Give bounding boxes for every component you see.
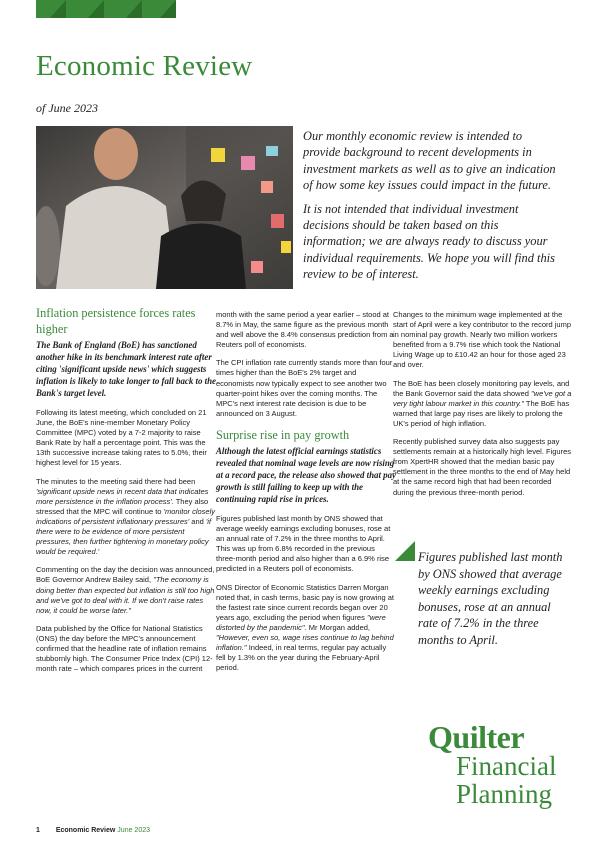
logo-line: Planning [456,779,553,809]
body-paragraph: The CPI inflation rate currently stands more than four times higher than the BoE's 2% target and economists now typically expect to see another two quarter-point hikes over the coming months. The MPC's next interest rate decision is due to be announced on 3 August. [216,358,393,418]
section-heading: Surprise rise in pay growth [216,427,350,442]
body-paragraph: Changes to the minimum wage implemented at the start of April were a key contributor to the record jump in nominal pay growth. Nearly two million workers benefited from a 9.7% rise which took the National Living Wage up to £10.42 an hour for those aged 23 and over. [393,310,571,370]
pull-quote: Figures published last month by ONS showed that average weekly earnings excluding bonuses, rose at an annual rate of 7.2% in the three months to April. [418,550,563,647]
footer [36,827,150,834]
page-number: 1 [36,827,40,834]
section-lead: Although the latest official earnings statistics revealed that nominal wage levels are now rising at a record pace, the release also showed that pay growth is still failing to keep up with the continuing rapid rise in prices. [216,445,396,504]
body-paragraph: Data published by the Office for National Statistics (ONS) the day before the MPC's announcement confirmed that the headline rate of inflation remains stubbornly high. The Consumer Price Index (CPI) 12-month rate – which compares prices in the current [36,623,213,674]
intro-text [303,128,561,290]
footer-label: Economic Review [55,827,116,834]
body-paragraph: Commenting on the day the decision was announced, BoE Governor Andrew Bailey said, "The economy is doing better than expected but inflation is still too high and we've got to deal with it. If we don't raise rates now, it could be worse later." [36,565,215,615]
footer-date: June 2023 [117,827,150,834]
section-lead: The Bank of England (BoE) has sanctioned another hike in its benchmark interest rate after citing 'significant upside news' which suggests inflation is likely to take longer to fall back to the Bank's target level. [36,340,216,398]
quote-marker-icon [395,541,415,561]
body-paragraph: Following its latest meeting, which concluded on 21 June, the BoE's nine-member Monetary Policy Committee (MPC) voted by a 7-2 majority to raise Bank Rate by half a percentage point. This was the 13th successive increase taking rates to 5.0%, their highest level for 15 years. [36,408,207,468]
quilter-logo [428,719,568,809]
column-1 [36,305,216,682]
body-paragraph: Recently published survey data also suggests pay settlements remain at a historically high level. Figures from XpertHR showed that the median basic pay settlement in the three months to the end of May held at the same record high that had been recorded during the previous three-month period. [393,437,571,497]
logo-line: Financial [456,751,557,781]
header-decoration [36,0,176,18]
column-2 [216,310,396,681]
body-paragraph: The BoE has been closely monitoring pay levels, and the Bank Governor said the data showed "we've got a very tight labour market in this country." The BoE has warned that large pay rises are likely to prolong the UK's period of high inflation. [393,378,572,428]
column-3 [393,310,573,506]
body-paragraph: Figures published last month by ONS showed that average weekly earnings excluding bonuses, rose at an annual rate of 7.2% in the three months to April. This was up from 6.8% recorded in the previous three-month period and also higher than a 6.9% rise predicted in a Reuters poll of economists. [216,513,391,574]
issue-date: of June 2023 [36,101,98,115]
office-photo [36,126,293,289]
intro-paragraph: Our monthly economic review is intended to provide background to recent developments in investment markets as well as to give an indication of how some key issues could impact in the future. [303,129,556,193]
logo-line: Quilter [428,719,525,755]
body-paragraph: The minutes to the meeting said there had been 'significant upside news in recent data that indicates more persistence in the inflation process'. They also stressed that the MPC will continue to 'monitor closely indications of persistent inflationary pressures' and 'if there were to be evidence of more persistent pressures, then further tightening in monetary policy would be required.' [36,476,216,557]
body-paragraph: ONS Director of Economic Statistics Darren Morgan noted that, in cash terms, basic pay is now growing at the fastest rate since current records began over 20 years ago, excluding the period when figures "were distorted by the pandemic". Mr Morgan added, "However, even so, wage rises continue to lag behind inflation." Indeed, in real terms, regular pay actually fell by 1.3% on the year during the February-April period. [216,582,395,673]
body-paragraph: month with the same period a year earlier – stood at 8.7% in May, the same figure as the previous month and well above the 8.4% consensus prediction from a Reuters poll of economists. [216,310,394,350]
section-heading: Inflation persistence forces rates higher [36,306,196,336]
intro-paragraph: It is not intended that individual investment decisions should be taken based on this information; we are always ready to discuss your individual requirements. We hope you will find this review to be of interest. [303,201,555,282]
page-title: Economic Review [36,50,253,82]
